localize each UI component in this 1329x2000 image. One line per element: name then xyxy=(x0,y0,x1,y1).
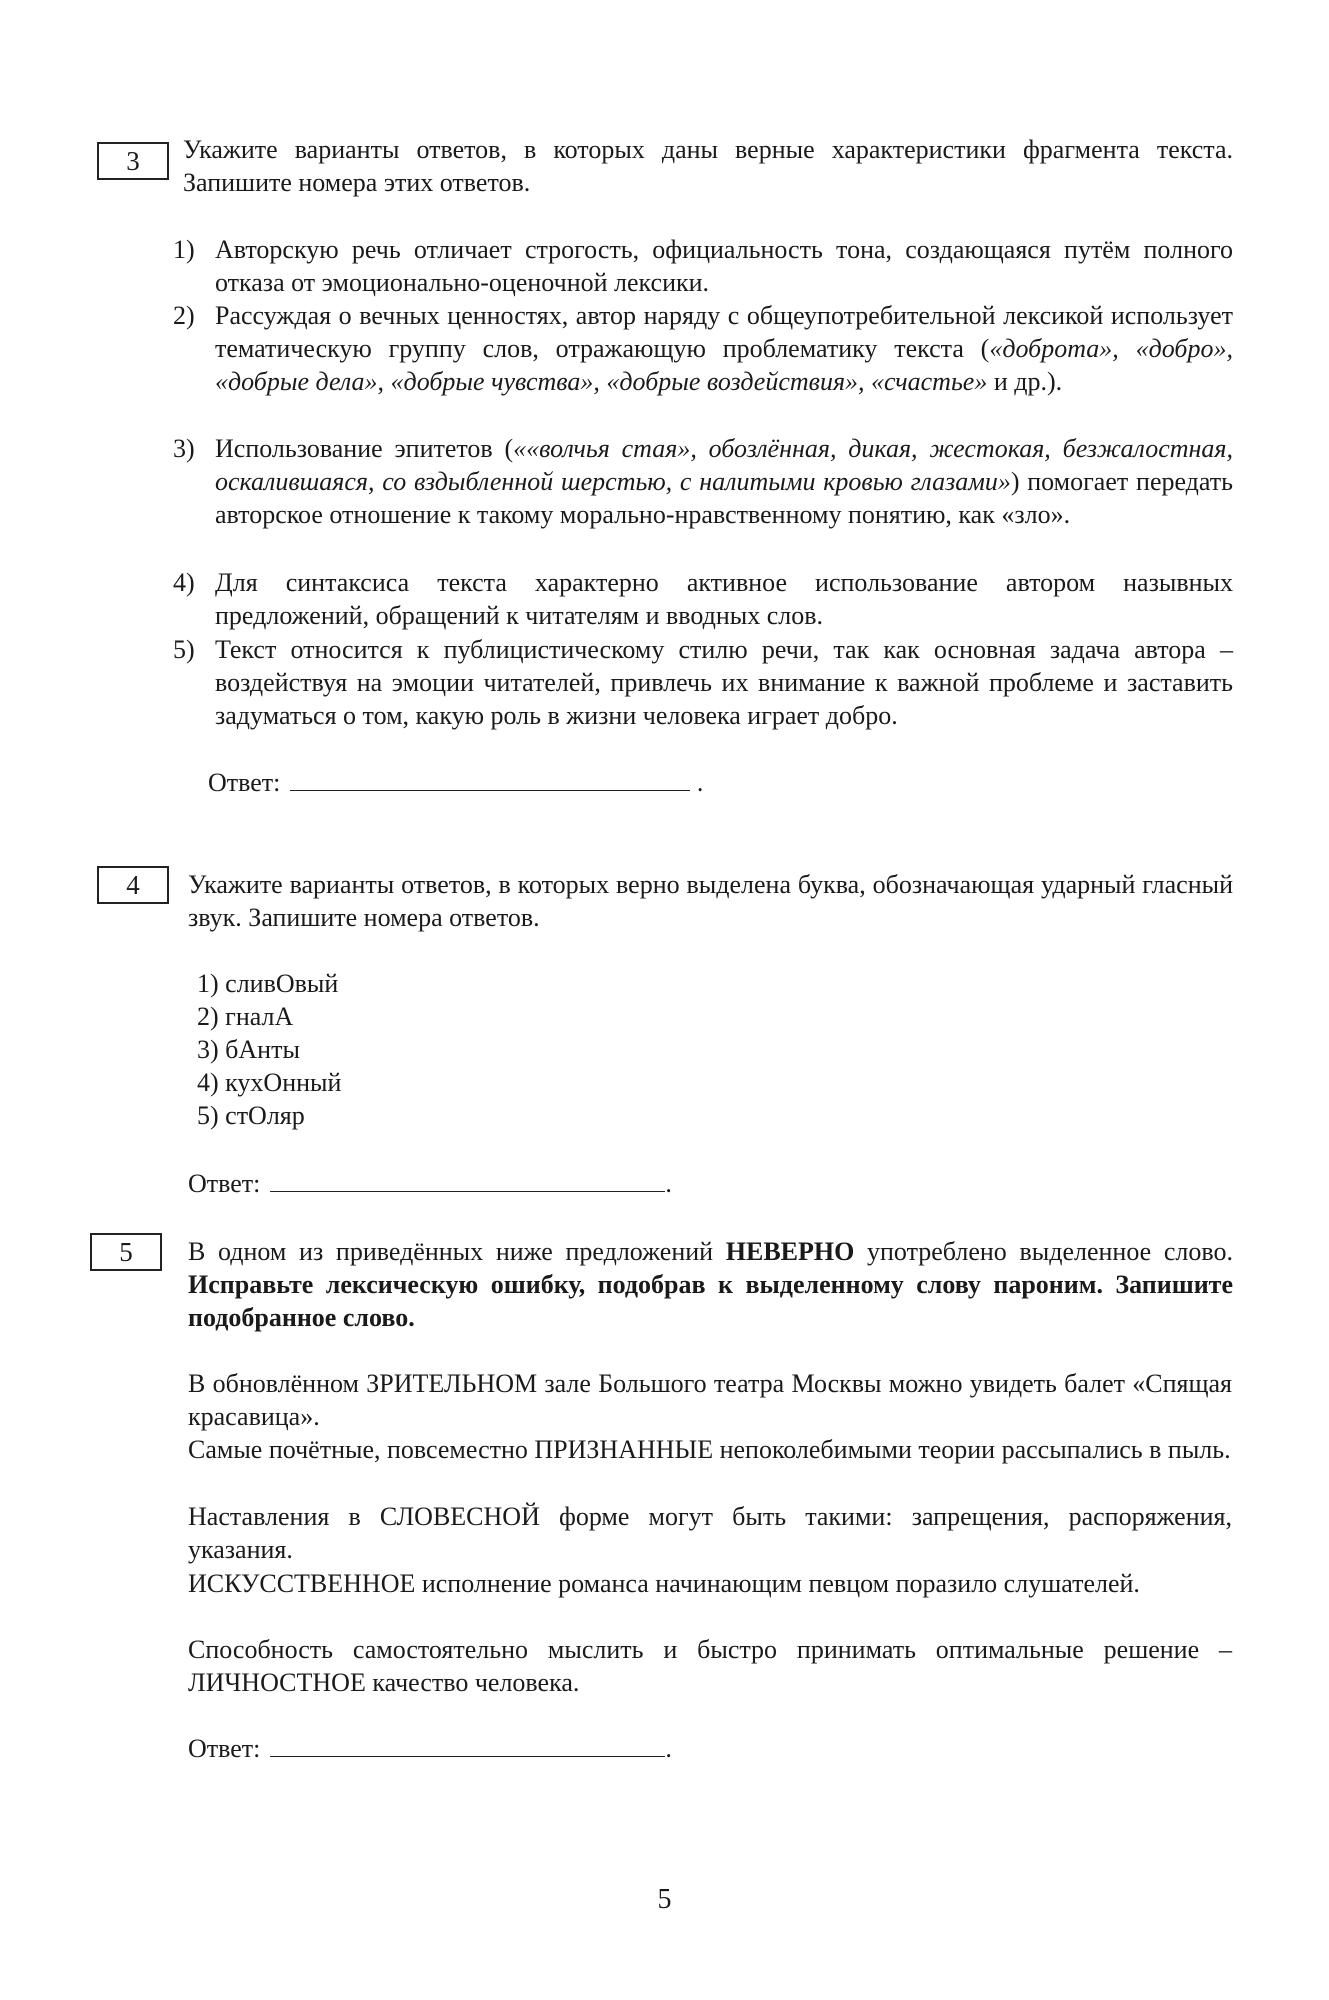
task-number: 5 xyxy=(119,1237,133,1267)
answer-field[interactable] xyxy=(270,1167,665,1192)
task-number-box xyxy=(97,866,169,904)
option-text: Авторскую речь отличает строгость, официальность тона, создающаяся путём полного отказа от эмоционально-оценочной лексики. xyxy=(215,235,1233,297)
option-text: Использование эпитетов (««волчья стая», обозлённая, дикая, жестокая, безжалостная, оскалившаяся, со вздыбленной шерстью, с налитыми кровью глазами») помогает передать авторское отношение к такому морально-нравственному понятию, как «зло». xyxy=(215,434,1233,529)
word-option: 4) кухОнный xyxy=(197,1068,342,1097)
option-text: Для синтаксиса текста характерно активное использование автором назывных предложений, обращений к читателям и вводных слов. xyxy=(215,568,1233,630)
sentence: В обновлённом ЗРИТЕЛЬНОМ зале Большого театра Москвы можно увидеть балет «Спящая красавица». xyxy=(188,1369,1232,1431)
sentence: Способность самостоятельно мыслить и быстро принимать оптимальные решение – ЛИЧНОСТНОЕ качество человека. xyxy=(188,1635,1232,1697)
option-number: 4) xyxy=(173,568,195,597)
option-text: Текст относится к публицистическому стилю речи, так как основная задача автора – воздействуя на эмоции читателей, привлечь их внимание к важной проблеме и заставить задуматься о том, какую роль в жизни человека играет добро. xyxy=(215,635,1233,730)
option-number: 2) xyxy=(173,301,195,330)
word-option: 2) гналА xyxy=(197,1002,294,1031)
answer-row: Ответ: . xyxy=(208,768,704,797)
task-prompt: Укажите варианты ответов, в которых даны верные характеристики фрагмента текста. Запишите номера этих ответов. xyxy=(183,135,1233,197)
sentence: Наставления в СЛОВЕСНОЙ форме могут быть такими: запрещения, распоряжения, указания. xyxy=(188,1502,1232,1564)
answer-label: Ответ: xyxy=(208,768,281,797)
word-option: 5) стОляр xyxy=(197,1101,305,1130)
option-text: Рассуждая о вечных ценностях, автор наряду с общеупотребительной лексикой использует тематическую группу слов, отражающую проблематику текста («доброта», «добро», «добрые дела», «добрые чувства», «добрые воздействия», «счастье» и др.). xyxy=(215,301,1233,396)
task-number: 4 xyxy=(126,870,140,900)
option-number: 1) xyxy=(173,235,195,264)
answer-row: Ответ: . xyxy=(188,1734,672,1763)
word-list xyxy=(197,967,341,1132)
task-prompt: В одном из приведённых ниже предложений НЕВЕРНО употреблено выделенное слово. Исправьте лексическую ошибку, подобрав к выделенному слову пароним. Запишите подобранное слово. xyxy=(188,1237,1233,1332)
answer-field[interactable] xyxy=(290,766,690,791)
answer-row: Ответ: . xyxy=(188,1169,672,1198)
option-number: 5) xyxy=(173,635,195,664)
option-number: 3) xyxy=(173,434,195,463)
word-option: 1) сливОвый xyxy=(197,969,339,998)
page-number: 5 xyxy=(657,1884,672,1915)
sentence: Самые почётные, повсеместно ПРИЗНАННЫЕ непоколебимыми теории рассыпались в пыль. xyxy=(188,1435,1231,1464)
task-number-box xyxy=(90,1233,162,1271)
task-number: 3 xyxy=(126,146,140,176)
task-prompt: Укажите варианты ответов, в которых верно выделена буква, обозначающая ударный гласный звук. Запишите номера ответов. xyxy=(188,870,1233,932)
word-option: 3) бАнты xyxy=(197,1035,300,1064)
answer-label: Ответ: xyxy=(188,1734,261,1763)
task-number-box xyxy=(97,142,169,180)
answer-label: Ответ: xyxy=(188,1169,261,1198)
answer-field[interactable] xyxy=(270,1732,665,1757)
sentence: ИСКУССТВЕННОЕ исполнение романса начинающим певцом поразило слушателей. xyxy=(188,1569,1140,1598)
